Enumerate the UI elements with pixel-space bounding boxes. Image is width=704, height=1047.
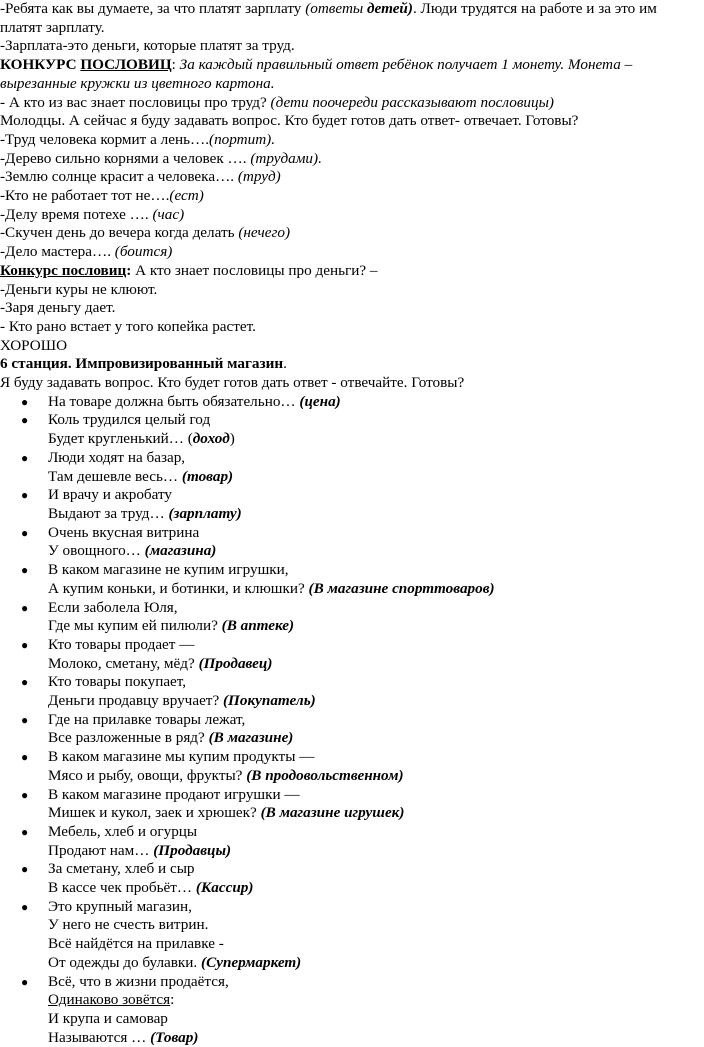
riddle-item xyxy=(0,393,700,412)
riddle-item xyxy=(0,524,700,561)
riddle-text: Будет кругленький… ( xyxy=(48,430,193,448)
contest-question-text: - А кто из вас знает пословицы про труд? xyxy=(0,93,271,111)
riddle-text: Все разложенные в ряд? xyxy=(48,729,209,747)
riddle-text: Мишек и кукол, заек и хрюшек? xyxy=(48,804,261,822)
riddle-answer: (Товар) xyxy=(150,1028,199,1046)
money-contest-colon: : xyxy=(126,261,132,279)
riddle-answer: (В аптеке) xyxy=(221,617,295,635)
riddle-line xyxy=(48,692,700,711)
riddle-line xyxy=(48,1029,700,1047)
riddle-item xyxy=(0,486,700,523)
riddle-item xyxy=(0,411,700,448)
bullet-icon: ● xyxy=(21,637,29,652)
riddle-text: От одежды до булавки. xyxy=(48,953,202,971)
riddle-list xyxy=(0,393,700,1047)
riddle-line xyxy=(48,486,700,505)
intro-bold-italic: детей) xyxy=(367,0,413,17)
bullet-icon: ● xyxy=(21,525,29,540)
riddle-text: Где на прилавке товары лежат, xyxy=(48,710,246,728)
riddle-line xyxy=(48,935,700,954)
riddle-text: Где мы купим ей пилюли? xyxy=(48,617,222,635)
money-contest-title: Конкурс пословиц xyxy=(0,261,127,279)
proverb-answer: (час) xyxy=(152,205,185,223)
riddle-answer: (Покупатель) xyxy=(222,692,316,710)
proverb-line xyxy=(0,150,700,169)
riddle-item xyxy=(0,860,700,897)
riddle-line xyxy=(48,449,700,468)
riddle-text: У него не счесть витрин. xyxy=(48,916,209,934)
riddle-text: Мебель, хлеб и огурцы xyxy=(48,822,198,840)
riddle-line xyxy=(48,954,700,973)
bullet-icon: ● xyxy=(21,787,29,802)
riddle-text: Если заболела Юля, xyxy=(48,598,178,616)
riddle-text: Деньги продавцу вручает? xyxy=(48,692,223,710)
contest-title-b: ПОСЛОВИЦ xyxy=(80,56,172,74)
station-title: 6 станция. Импровизированный магазин xyxy=(0,355,284,373)
riddle-text: В кассе чек пробьёт… xyxy=(48,879,196,897)
money-proverb: - Кто рано встает у того копейка растет. xyxy=(0,317,256,335)
riddle-text: Выдают за труд… xyxy=(48,504,169,522)
bullet-icon: ● xyxy=(21,413,29,428)
riddle-line xyxy=(48,580,700,599)
contest-instructions: Молодцы. А сейчас я буду задавать вопрос. Кто будет готов дать ответ- отвечает. Готовы? xyxy=(0,112,579,130)
bullet-icon: ● xyxy=(21,862,29,877)
riddle-text: В каком магазине не купим игрушки, xyxy=(48,561,289,579)
riddle-text: Называются … xyxy=(48,1028,151,1046)
money-proverb: -Деньги куры не клюют. xyxy=(0,280,158,298)
riddle-line xyxy=(48,916,700,935)
proverb-line xyxy=(0,224,700,243)
station-heading xyxy=(0,355,700,374)
riddle-text: Молоко, сметану, мёд? xyxy=(48,654,199,672)
riddle-line xyxy=(48,393,700,412)
riddle-line xyxy=(48,524,700,543)
intro-text: -Ребята как вы думаете, за что платят зарплату xyxy=(0,0,306,17)
intro-rest: . Люди трудятся на работе и за это им платят зарплату. xyxy=(0,0,657,36)
riddle-line xyxy=(48,973,700,992)
riddle-answer: доход xyxy=(192,430,230,448)
riddle-tail: : xyxy=(170,991,175,1009)
riddle-line xyxy=(48,636,700,655)
proverb-text: -Делу время потехе …. xyxy=(0,205,153,223)
bullet-icon: ● xyxy=(21,488,29,503)
proverb-text: -Труд человека кормит а лень…. xyxy=(0,130,210,148)
contest-note: За каждый правильный ответ ребёнок получает 1 монету. Монета – вырезанные кружки из цветного картона. xyxy=(0,56,633,92)
riddle-text: Это крупный магазин, xyxy=(48,897,192,915)
riddle-line xyxy=(48,430,700,449)
riddle-text: В каком магазине мы купим продукты — xyxy=(48,748,315,766)
riddle-text: И крупа и самовар xyxy=(48,1009,168,1027)
riddle-answer: (зарплату) xyxy=(168,504,242,522)
riddle-text: На товаре должна быть обязательно… xyxy=(48,392,300,410)
proverb-answer: (трудами). xyxy=(250,149,322,167)
proverb-answer: (боится) xyxy=(114,243,173,261)
riddle-text: Всё найдётся на прилавке - xyxy=(48,935,224,953)
riddle-item xyxy=(0,711,700,748)
riddle-line xyxy=(48,991,700,1010)
proverb-answer: (ест) xyxy=(169,187,204,205)
riddle-item xyxy=(0,823,700,860)
riddle-text: Кто товары продает — xyxy=(48,635,195,653)
bullet-icon: ● xyxy=(21,394,29,409)
proverb-answer: (портит). xyxy=(209,130,276,148)
riddle-line xyxy=(48,1010,700,1029)
riddle-answer: (магазина) xyxy=(144,542,217,560)
contest-colon: : xyxy=(171,56,180,74)
proverb-text: -Скучен день до вечера когда делать xyxy=(0,224,239,242)
riddle-line xyxy=(48,411,700,430)
riddle-text: Одинаково зовётся xyxy=(48,991,171,1009)
contest-title-a: КОНКУРС xyxy=(0,56,81,74)
riddle-item xyxy=(0,898,700,973)
station-dot: . xyxy=(283,355,287,373)
riddle-item xyxy=(0,973,700,1047)
intro-paragraph xyxy=(0,0,700,37)
proverb-text: -Дерево сильно корнями а человек …. xyxy=(0,149,251,167)
proverb-text: -Кто не работает тот не…. xyxy=(0,187,170,205)
riddle-text: Продают нам… xyxy=(48,841,154,859)
riddle-answer: (В продовольственном) xyxy=(246,766,404,784)
riddle-answer: (В магазине игрушек) xyxy=(260,804,405,822)
bullet-icon: ● xyxy=(21,600,29,615)
riddle-line xyxy=(48,879,700,898)
proverb-list xyxy=(0,131,700,262)
bullet-icon: ● xyxy=(21,450,29,465)
riddle-answer: (В магазине) xyxy=(208,729,294,747)
riddle-item xyxy=(0,449,700,486)
riddle-line xyxy=(48,673,700,692)
bullet-icon: ● xyxy=(21,974,29,989)
bullet-icon: ● xyxy=(21,712,29,727)
riddle-item xyxy=(0,599,700,636)
riddle-line xyxy=(48,729,700,748)
contest-question xyxy=(0,94,700,113)
proverb-line xyxy=(0,131,700,150)
proverb-line xyxy=(0,168,700,187)
riddle-line xyxy=(48,617,700,636)
money-proverb: -Заря деньгу дает. xyxy=(0,299,116,317)
riddle-text: А купим коньки, и ботинки, и клюшки? xyxy=(48,579,309,597)
riddle-line xyxy=(48,860,700,879)
riddle-text: Очень вкусная витрина xyxy=(48,523,200,541)
riddle-answer: (Продавцы) xyxy=(153,841,232,859)
proverb-answer: (труд) xyxy=(237,168,281,186)
proverb-text: -Землю солнце красит а человека…. xyxy=(0,168,238,186)
riddle-answer: (В магазине спорттоваров) xyxy=(308,579,495,597)
riddle-line xyxy=(48,655,700,674)
riddle-text: Всё, что в жизни продаётся, xyxy=(48,972,229,990)
riddle-line xyxy=(48,898,700,917)
station-instructions: Я буду задавать вопрос. Кто будет готов дать ответ - отвечайте. Готовы? xyxy=(0,374,465,392)
riddle-text: Коль трудился целый год xyxy=(48,411,211,429)
riddle-line xyxy=(48,767,700,786)
riddle-text: В каком магазине продают игрушки — xyxy=(48,785,300,803)
money-contest-question: А кто знает пословицы про деньги? – xyxy=(131,261,378,279)
riddle-tail: ) xyxy=(229,430,235,448)
riddle-item xyxy=(0,748,700,785)
riddle-answer: (Кассир) xyxy=(195,879,254,897)
riddle-answer: (цена) xyxy=(299,392,341,410)
proverb-line xyxy=(0,243,700,262)
riddle-item xyxy=(0,561,700,598)
riddle-line xyxy=(48,542,700,561)
proverb-text: -Дело мастера…. xyxy=(0,243,115,261)
riddle-line xyxy=(48,711,700,730)
riddle-line xyxy=(48,561,700,580)
riddle-answer: (товар) xyxy=(181,467,234,485)
proverb-line xyxy=(0,206,700,225)
bullet-icon: ● xyxy=(21,824,29,839)
riddle-text: Кто товары покупает, xyxy=(48,673,187,691)
riddle-answer: (Супермаркет) xyxy=(201,953,302,971)
money-contest-heading xyxy=(0,262,700,281)
riddle-text: Люди ходят на базар, xyxy=(48,448,186,466)
proverb-answer: (нечего) xyxy=(238,224,291,242)
riddle-text: За сметану, хлеб и сыр xyxy=(48,860,195,878)
riddle-line xyxy=(48,842,700,861)
riddle-line xyxy=(48,823,700,842)
bullet-icon: ● xyxy=(21,675,29,690)
intro-italic: (ответы xyxy=(305,0,367,17)
riddle-line xyxy=(48,505,700,524)
riddle-line xyxy=(48,468,700,487)
riddle-text: У овощного… xyxy=(48,542,145,560)
contest-heading xyxy=(0,56,700,93)
riddle-item xyxy=(0,786,700,823)
bullet-icon: ● xyxy=(21,563,29,578)
proverb-line xyxy=(0,187,700,206)
riddle-line xyxy=(48,748,700,767)
riddle-line xyxy=(48,599,700,618)
riddle-text: Там дешевле весь… xyxy=(48,467,182,485)
riddle-text: И врачу и акробату xyxy=(48,486,173,504)
good-label: ХОРОШО xyxy=(0,336,68,354)
riddle-answer: (Продавец) xyxy=(198,654,273,672)
riddle-text: Мясо и рыбу, овощи, фрукты? xyxy=(48,766,247,784)
bullet-icon: ● xyxy=(21,750,29,765)
riddle-line xyxy=(48,804,700,823)
riddle-line xyxy=(48,786,700,805)
bullet-icon: ● xyxy=(21,899,29,914)
riddle-item xyxy=(0,636,700,673)
contest-question-note: (дети поочереди рассказывают пословицы) xyxy=(270,93,554,111)
salary-definition: -Зарплата-это деньги, которые платят за труд. xyxy=(0,37,295,55)
riddle-item xyxy=(0,673,700,710)
